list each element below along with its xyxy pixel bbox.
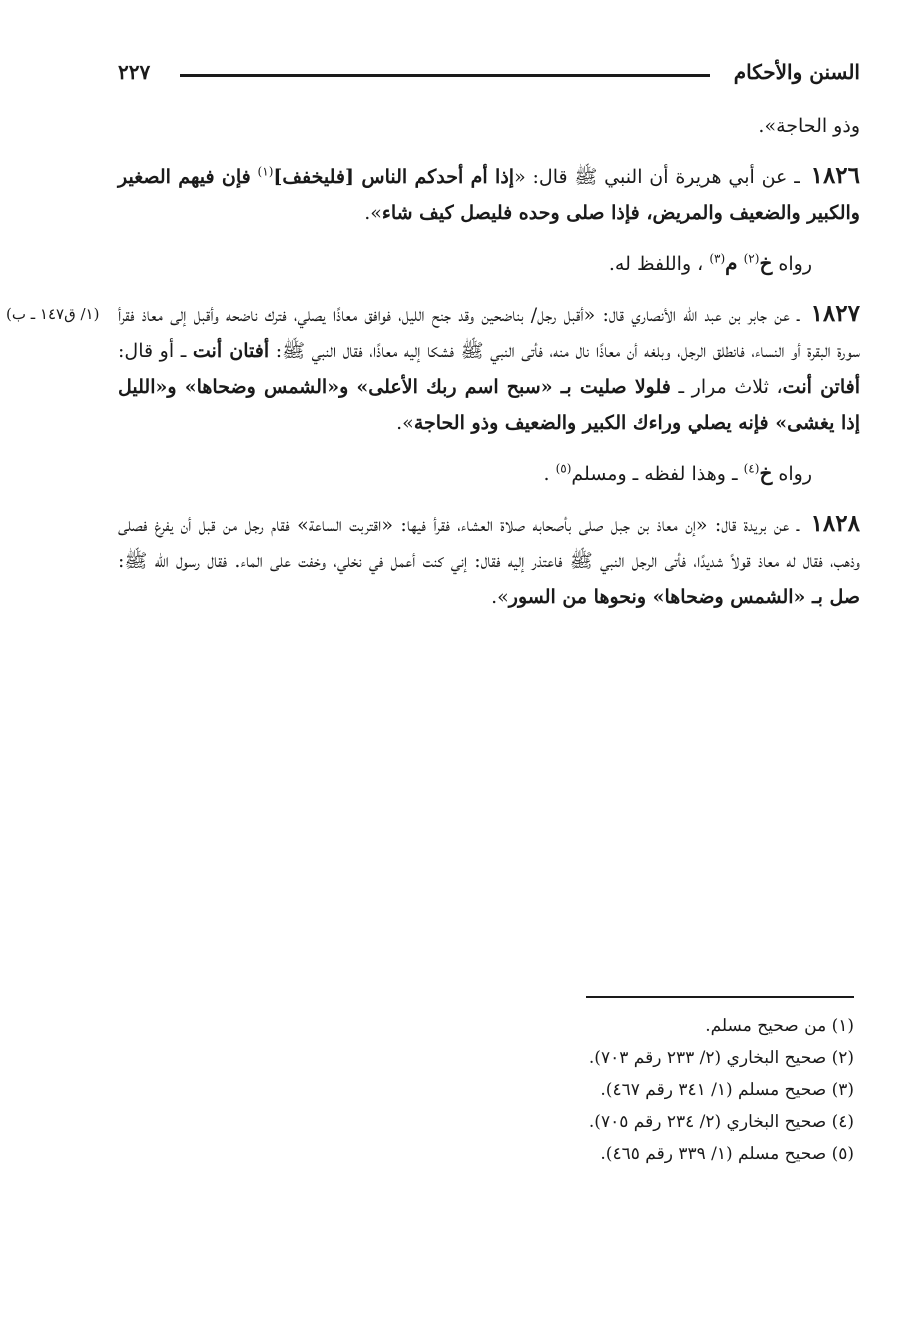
footnote: (٢) صحيح البخاري (٢/ ٢٣٣ رقم ٧٠٣). [588,1048,854,1068]
source-symbol: خ [759,461,773,485]
hadith-number: ١٨٢٨ [810,510,860,537]
hadith-text: ». [491,586,509,608]
hadith-quote-bold: فإن فيهم الصغير والكبير والضعيف والمريض، فإذا صلى وحده فليصل كيف شاء [118,166,860,224]
footnote-ref: (٤) [743,461,760,476]
page-body [6,108,861,629]
footnote-ref: (٣) [709,251,726,266]
source-text: ـ وهذا لفظه ـ ومسلم [571,463,738,485]
hadith-text: ـ أو قال: [118,340,193,362]
page-header [118,60,860,92]
source-text: رواه [778,253,812,275]
hadith-text: عن جابر بن عبد الله الأنصاري قال: «أقبل رجل/ بناضحين وقد جنح الليل، فوافق معاذًا يصلي، فترك ناضحه وأقبل إلى معاذ فقرأ سورة البقرة أو النساء، فانطلق الرجل، وبلغه أن معاذًا نال منه، فأتى النبي ﷺ فشكا إليه معاذًا، فقال النبي ﷺ: [118,304,860,362]
hadith-dash: ـ [797,304,800,326]
hadith-quote-bold: أفاتن أنت [782,376,860,398]
hadith-1828 [118,506,860,615]
hadith-1826 [118,158,860,231]
hadith-1826-source [118,245,860,282]
source-text: . [543,463,550,485]
hadith-text: ». [364,202,382,224]
footnotes [354,1010,854,1170]
hadith-number: ١٨٢٧ [810,300,860,327]
hadith-number: ١٨٢٦ [810,162,861,189]
footnote-separator [586,996,854,998]
hadith-dash: ـ [796,514,800,536]
hadith-dash: ـ [794,166,800,188]
hadith-text: عن أبي هريرة أن النبي ﷺ قال: « [514,166,788,188]
footnote-ref: (٢) [743,251,760,266]
hadith-quote-bold: صل بـ «الشمس وضحاها» ونحوها من السور [508,586,860,608]
hadith-text: ». [396,412,414,434]
header-rule [180,74,710,77]
footnote: (٣) صحيح مسلم (١/ ٣٤١ رقم ٤٦٧). [600,1080,854,1100]
footnote: (٥) صحيح مسلم (١/ ٣٣٩ رقم ٤٦٥). [600,1144,854,1164]
margin-reference: (١/ ق١٤٧ ـ ب) [6,305,100,323]
source-text: رواه [778,463,812,485]
page-number: ٢٢٧ [118,60,151,84]
hadith-1827 [6,296,860,441]
hadith-text: ، ثلاث مرار ـ [670,376,783,398]
source-symbol: خ [759,251,773,275]
hadith-text: عن بريدة قال: «إن معاذ بن جبل صلى بأصحابه صلاة العشاء، فقرأ فيها: «اقتربت الساعة» فقام رجل من قبل أن يفرغ فصلى وذهب، فقال له معاذ قولاً شديدًا، فأتى الرجل النبي ﷺ فاعتذر إليه فقال: إني كنت أعمل في نخلي، وخفت على الماء. فقال رسول الله ﷺ: [118,514,860,572]
footnote-ref: (٥) [555,461,572,476]
hadith-quote-bold: أفتان أنت [192,340,270,362]
intro-line: وذو الحاجة». [758,115,860,137]
hadith-quote-bold: فلولا صليت بـ «سبح اسم ربك الأعلى» و«الشمس وضحاها» و«الليل إذا يغشى» فإنه يصلي وراءك الكبير والضعيف وذو الحاجة [118,376,860,434]
footnote: (١) من صحيح مسلم. [705,1016,854,1036]
hadith-1827-source [118,455,860,492]
footnote-ref: (١) [257,164,274,179]
source-text: ، واللفظ له. [608,253,704,275]
source-symbol: م [725,251,738,275]
footnote: (٤) صحيح البخاري (٢/ ٢٣٤ رقم ٧٠٥). [588,1112,854,1132]
hadith-quote-bold: إذا أم أحدكم الناس [فليخفف] [273,166,515,188]
running-title: السنن والأحكام [733,60,860,84]
